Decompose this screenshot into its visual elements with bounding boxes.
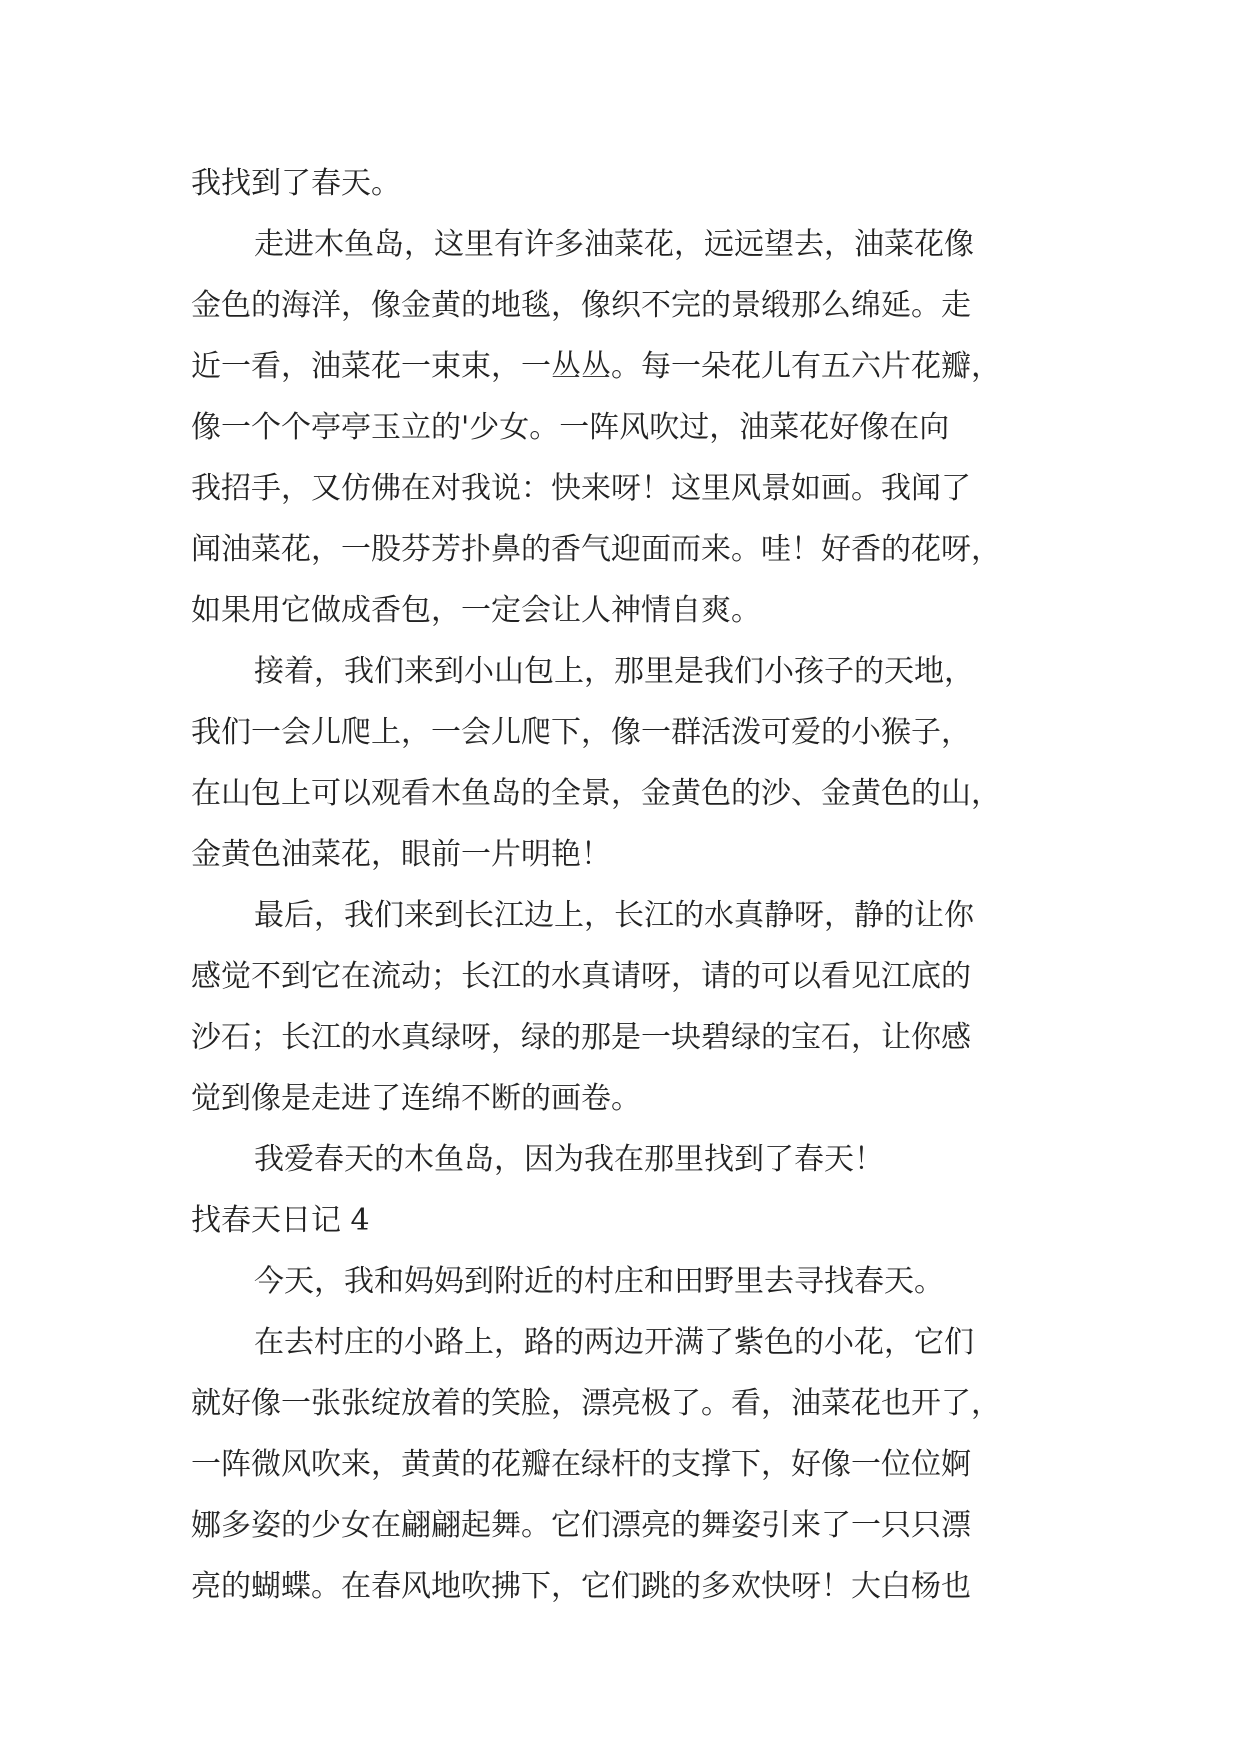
text-line: 如果用它做成香包，一定会让人神情自爽。 [191,593,761,628]
paragraph-first-line: 最后，我们来到长江边上，长江的水真静呀，静的让你 [254,898,974,933]
text-line: 沙石；长江的水真绿呀，绿的那是一块碧绿的宝石，让你感 [191,1020,971,1055]
text-line: 金色的海洋，像金黄的地毯，像织不完的景缎那么绵延。走 [191,288,971,323]
text-line: 我们一会儿爬上，一会儿爬下，像一群活泼可爱的小猴子， [191,715,971,750]
text-line: 感觉不到它在流动；长江的水真请呀，请的可以看见江底的 [191,959,971,994]
text-line: 闻油菜花，一股芬芳扑鼻的香气迎面而来。哇！好香的花呀， [191,532,1001,567]
paragraph-first-line: 今天，我和妈妈到附近的村庄和田野里去寻找春天。 [254,1264,944,1299]
text-line: 近一看，油菜花一束束，一丛丛。每一朵花儿有五六片花瓣， [191,349,1001,384]
text-line: 我找到了春天。 [191,166,401,201]
text-line: 金黄色油菜花，眼前一片明艳！ [191,837,611,872]
text-line: 我招手，又仿佛在对我说：快来呀！这里风景如画。我闻了 [191,471,971,506]
text-line: 娜多姿的少女在翩翩起舞。它们漂亮的舞姿引来了一只只漂 [191,1508,971,1543]
paragraph-first-line: 走进木鱼岛，这里有许多油菜花，远远望去，油菜花像 [254,227,974,262]
text-line: 一阵微风吹来，黄黄的花瓣在绿杆的支撑下，好像一位位婀 [191,1447,971,1482]
text-line: 像一个个亭亭玉立的'少女。一阵风吹过，油菜花好像在向 [191,410,950,445]
paragraph-first-line: 在去村庄的小路上，路的两边开满了紫色的小花，它们 [254,1325,974,1360]
section-heading: 找春天日记 4 [191,1203,370,1238]
text-line: 在山包上可以观看木鱼岛的全景，金黄色的沙、金黄色的山， [191,776,1001,811]
text-line: 觉到像是走进了连绵不断的画卷。 [191,1081,641,1116]
text-line: 就好像一张张绽放着的笑脸，漂亮极了。看，油菜花也开了， [191,1386,1001,1421]
text-line: 亮的蝴蝶。在春风地吹拂下，它们跳的多欢快呀！大白杨也 [191,1569,971,1604]
paragraph-first-line: 接着，我们来到小山包上，那里是我们小孩子的天地， [254,654,974,689]
paragraph-first-line: 我爱春天的木鱼岛，因为我在那里找到了春天！ [254,1142,884,1177]
